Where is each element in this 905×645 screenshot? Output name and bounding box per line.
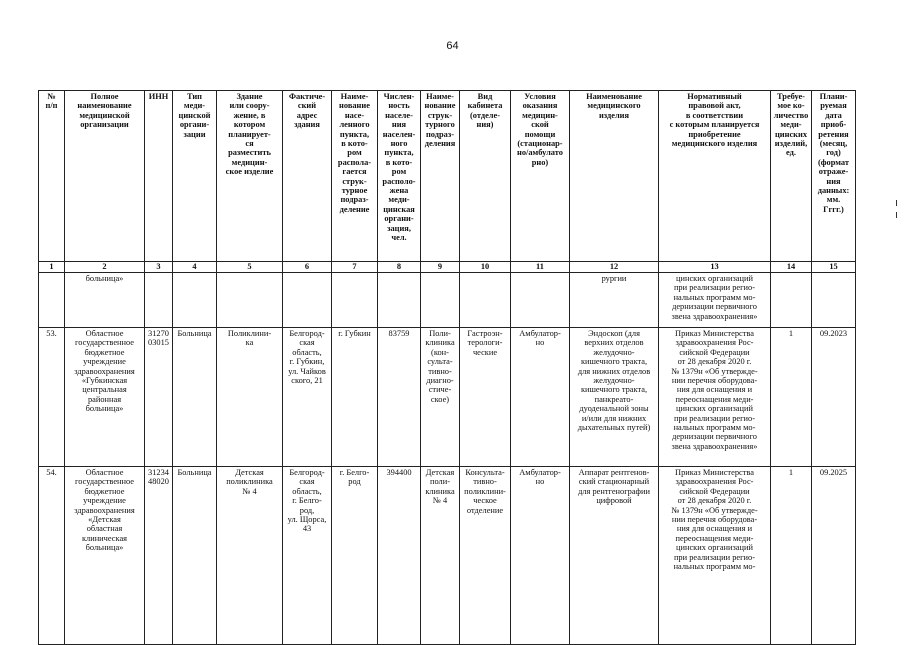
column-number: 10	[460, 262, 511, 273]
page-number: 64	[446, 40, 459, 52]
scan-margin-mark	[896, 200, 897, 206]
inn-cell	[145, 273, 173, 328]
equipment-table	[38, 90, 856, 645]
header-cell: Требуе- мое ко- личество меди- цинских изделий, ед.	[771, 91, 812, 262]
column-number: 15	[812, 262, 856, 273]
quantity-cell: 1	[771, 467, 812, 645]
column-number: 4	[173, 262, 217, 273]
column-number: 5	[217, 262, 283, 273]
header-cell: Нормативный правовой акт, в соответствии с которым планируется приобретение медицинского изделия	[659, 91, 771, 262]
purchase-date-cell: 09.2023	[812, 328, 856, 467]
header-cell: Полное наименование медицинской организации	[65, 91, 145, 262]
device-name-cell: Эндоскоп (для верхних отделов желудочно- кишечного тракта, для нижних отделов желудочно- кишечного тракта, панкреато- дуоденальной зоны и/или для нижних дыхательных путей)	[570, 328, 659, 467]
care-conditions-cell: Амбулатор- но	[511, 328, 570, 467]
organization-name-cell: Областное государственное бюджетное учреждение здравоохранения «Детская областная клиническая больница»	[65, 467, 145, 645]
address-cell: Белгород- ская область, г. Белго- род, ул. Щорса, 43	[283, 467, 332, 645]
locality-cell	[332, 273, 378, 328]
header-cell: Здание или соору- жение, в котором планирует- ся разместить медицин- ское изделие	[217, 91, 283, 262]
care-conditions-cell: Амбулатор- но	[511, 467, 570, 645]
device-name-cell: рургии	[570, 273, 659, 328]
scan-margin-mark	[896, 212, 897, 218]
column-number: 11	[511, 262, 570, 273]
org-type-cell	[173, 273, 217, 328]
column-number-row	[39, 262, 856, 273]
row-number-cell	[39, 273, 65, 328]
column-number: 14	[771, 262, 812, 273]
purchase-date-cell	[812, 273, 856, 328]
cabinet-type-cell	[460, 273, 511, 328]
column-number: 7	[332, 262, 378, 273]
column-number: 6	[283, 262, 332, 273]
table-row-continuation	[39, 273, 856, 328]
care-conditions-cell	[511, 273, 570, 328]
row-number-cell: 54.	[39, 467, 65, 645]
column-number: 8	[378, 262, 421, 273]
legal-act-cell: Приказ Министерства здравоохранения Рос- сийской Федерации от 28 декабря 2020 г. № 1379н «Об утвержде- нии перечня оборудова- ния для оснащения и переоснащения меди- цинских организаций при реализации регио- нальных программ мо-	[659, 467, 771, 645]
row-number-cell: 53.	[39, 328, 65, 467]
header-cell: № п/п	[39, 91, 65, 262]
column-number: 2	[65, 262, 145, 273]
population-cell: 394400	[378, 467, 421, 645]
subdivision-cell: Поли- клиника (кон- сульта- тивно- диагно- стиче- ское)	[421, 328, 460, 467]
purchase-date-cell: 09.2025	[812, 467, 856, 645]
subdivision-cell: Детская поли- клиника № 4	[421, 467, 460, 645]
header-row	[39, 91, 856, 262]
organization-name-cell: больница»	[65, 273, 145, 328]
header-cell: Тип меди- цинской органи- зации	[173, 91, 217, 262]
column-number: 13	[659, 262, 771, 273]
address-cell: Белгород- ская область, г. Губкин, ул. Чайков ского, 21	[283, 328, 332, 467]
header-cell: Плани- руемая дата приоб- ретения (месяц, год) (формат отраже- ния данных: мм. Гггг.)	[812, 91, 856, 262]
locality-cell: г. Белго- род	[332, 467, 378, 645]
header-cell: Условия оказания медицин- ской помощи (стационар- но/амбулато рно)	[511, 91, 570, 262]
locality-cell: г. Губкин	[332, 328, 378, 467]
table-row-53	[39, 328, 856, 467]
org-type-cell: Больница	[173, 328, 217, 467]
cabinet-type-cell: Консульта- тивно- поликлини- ческое отделение	[460, 467, 511, 645]
header-cell: Фактиче- ский адрес здания	[283, 91, 332, 262]
header-cell: Наиме- нование струк- турного подраз- деления	[421, 91, 460, 262]
building-cell	[217, 273, 283, 328]
address-cell	[283, 273, 332, 328]
quantity-cell	[771, 273, 812, 328]
organization-name-cell: Областное государственное бюджетное учреждение здравоохранения «Губкинская центральная районная больница»	[65, 328, 145, 467]
subdivision-cell	[421, 273, 460, 328]
legal-act-cell: цинских организаций при реализации регио- нальных программ мо- дернизации первичного звена здравоохранения»	[659, 273, 771, 328]
column-number: 3	[145, 262, 173, 273]
column-number: 12	[570, 262, 659, 273]
population-cell: 83759	[378, 328, 421, 467]
column-number: 1	[39, 262, 65, 273]
quantity-cell: 1	[771, 328, 812, 467]
cabinet-type-cell: Гастроэн- терологи- ческие	[460, 328, 511, 467]
table-row-54	[39, 467, 856, 645]
column-number: 9	[421, 262, 460, 273]
legal-act-cell: Приказ Министерства здравоохранения Рос- сийской Федерации от 28 декабря 2020 г. № 1379н «Об утвержде- нии перечня оборудова- ния для оснащения и переоснащения меди- цинских организаций при реализации регио- нальных программ мо- дернизации первичного звена здравоохранения»	[659, 328, 771, 467]
device-name-cell: Аппарат рентгенов- ский стационарный для рентгенографии цифровой	[570, 467, 659, 645]
inn-cell: 31270 03015	[145, 328, 173, 467]
population-cell	[378, 273, 421, 328]
header-cell: Вид кабинета (отделе- ния)	[460, 91, 511, 262]
header-cell: Наименование медицинского изделия	[570, 91, 659, 262]
header-cell: Наиме- нование насе- ленного пункта, в кото- ром распола- гается струк- турное подраз- деление	[332, 91, 378, 262]
org-type-cell: Больница	[173, 467, 217, 645]
inn-cell: 31234 48020	[145, 467, 173, 645]
building-cell: Детская поликлиника № 4	[217, 467, 283, 645]
header-cell: Числен- ность населе- ния населен- ного пункта, в кото- ром располо- жена меди- цинская органи- зация, чел.	[378, 91, 421, 262]
building-cell: Поликлини- ка	[217, 328, 283, 467]
header-cell: ИНН	[145, 91, 173, 262]
